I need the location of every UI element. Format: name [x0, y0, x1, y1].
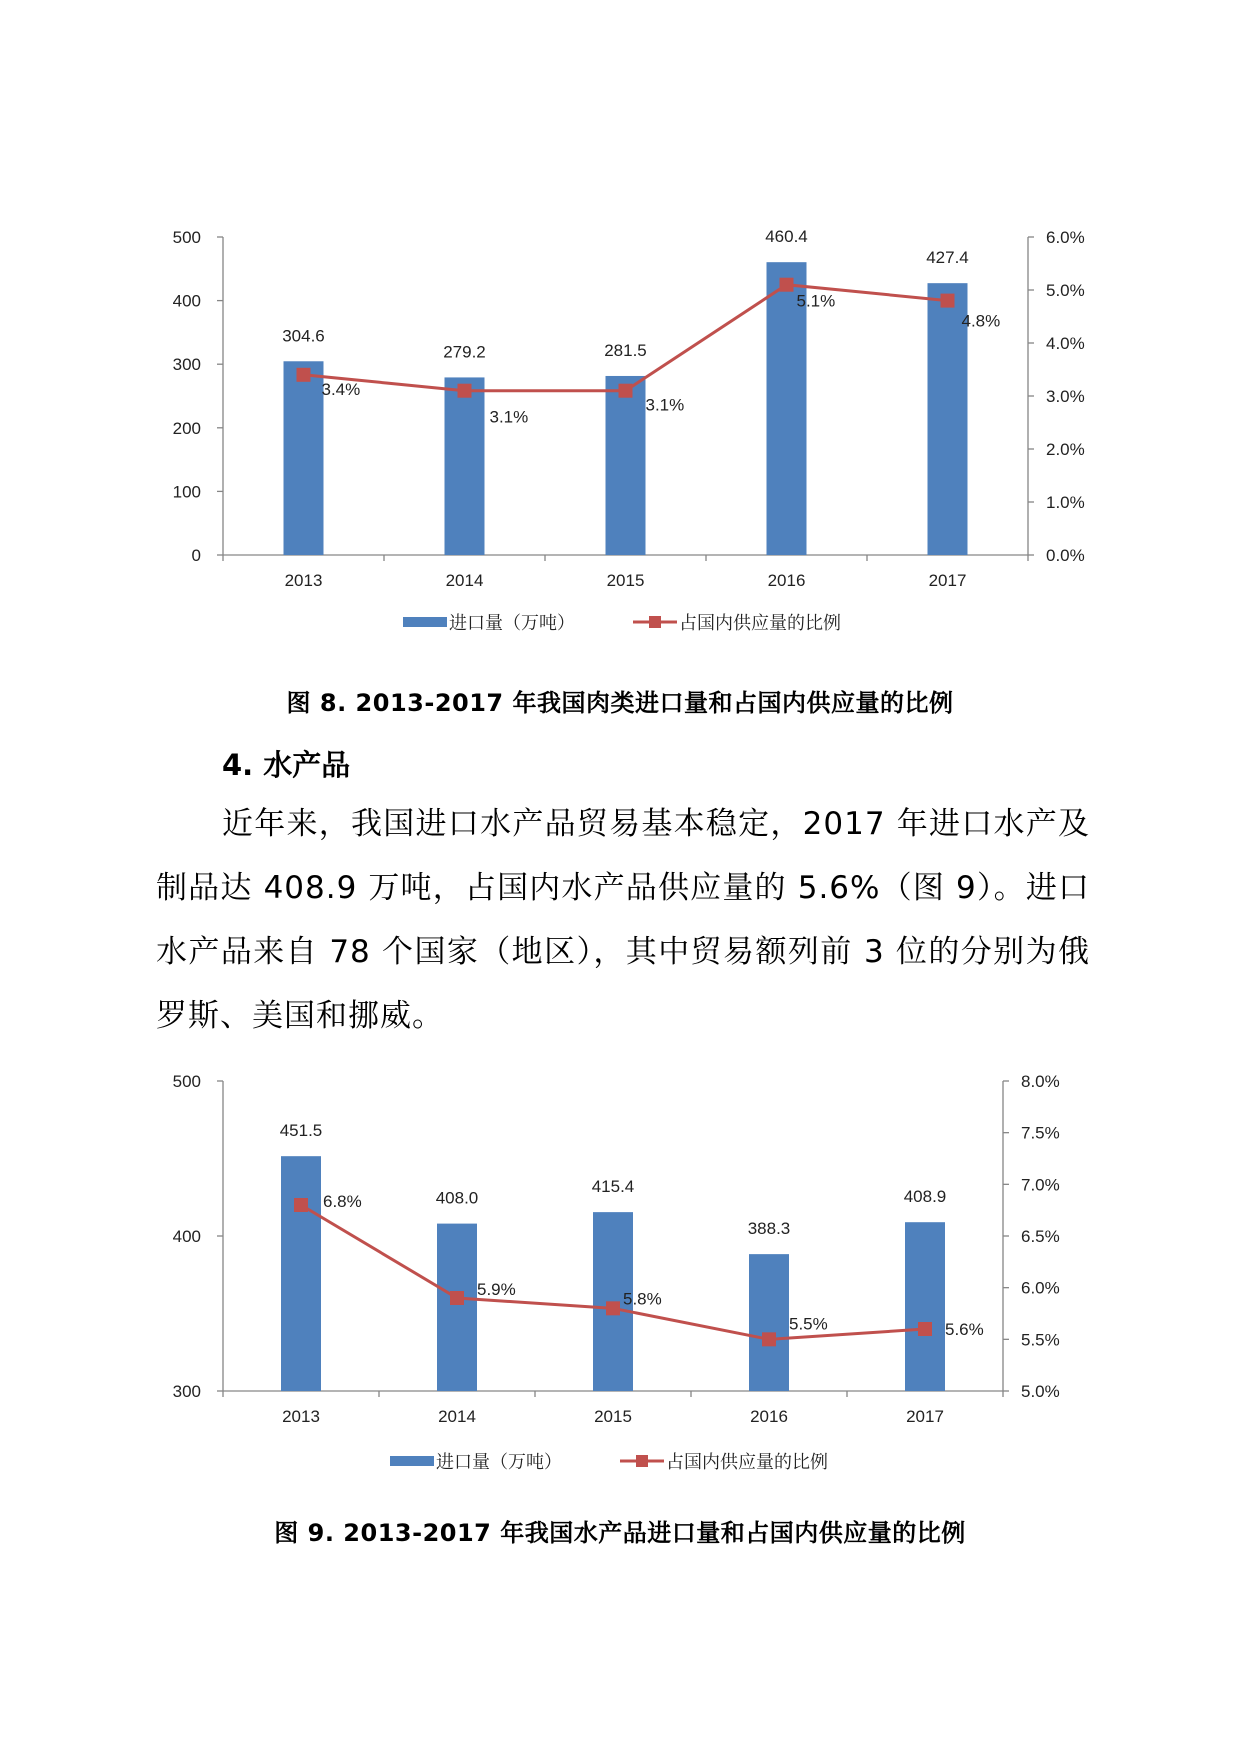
ratio-marker — [780, 278, 794, 292]
x-axis-tick-label: 2016 — [750, 1407, 788, 1426]
bar-data-label: 427.4 — [926, 248, 969, 268]
ratio-data-label: 5.9% — [477, 1280, 516, 1299]
x-axis-tick-label: 2016 — [767, 571, 806, 590]
bar-data-label: 388.3 — [747, 1219, 791, 1239]
bar-data-label: 281.5 — [604, 340, 647, 360]
legend-line-marker — [636, 1455, 648, 1467]
bar — [905, 1222, 945, 1391]
left-axis-tick-label: 0 — [191, 546, 201, 565]
ratio-data-label: 5.8% — [623, 1289, 662, 1309]
x-axis-tick-label: 2017 — [906, 1407, 944, 1426]
left-axis-tick-label: 400 — [172, 1227, 201, 1246]
bar-data-label: 408.9 — [903, 1187, 947, 1207]
bar-data-label: 460.4 — [765, 227, 808, 247]
right-axis-tick-label: 7.5% — [1021, 1123, 1060, 1143]
right-axis-tick-label: 5.0% — [1046, 281, 1085, 300]
x-axis-tick-label: 2017 — [928, 571, 967, 590]
ratio-data-label: 6.8% — [323, 1192, 362, 1211]
x-axis-tick-label: 2015 — [606, 571, 645, 590]
figure-9-svg — [0, 1070, 1240, 1480]
legend-bar-swatch — [390, 1456, 434, 1466]
ratio-marker — [941, 294, 955, 308]
x-axis-tick-label: 2013 — [284, 571, 323, 590]
ratio-marker — [619, 384, 633, 398]
right-axis-tick-label: 6.5% — [1021, 1227, 1060, 1246]
right-axis-tick-label: 7.0% — [1021, 1175, 1060, 1195]
left-axis-tick-label: 100 — [172, 482, 201, 502]
right-axis-tick-label: 0.0% — [1046, 546, 1085, 565]
bar-data-label: 415.4 — [591, 1177, 635, 1197]
right-axis-tick-label: 1.0% — [1046, 493, 1085, 512]
figure-8-svg — [0, 215, 1240, 655]
right-axis-tick-label: 8.0% — [1021, 1072, 1060, 1091]
bar — [445, 377, 485, 555]
figure-9-chart — [0, 1070, 1240, 1480]
bar — [606, 376, 646, 555]
right-axis-tick-label: 2.0% — [1046, 440, 1085, 459]
left-axis-tick-label: 500 — [172, 1072, 201, 1091]
legend-line-label: 占国内供应量的比例 — [666, 1452, 828, 1472]
ratio-data-label: 5.1% — [796, 291, 836, 311]
legend-line-label: 占国内供应量的比例 — [679, 613, 841, 633]
ratio-marker — [450, 1291, 464, 1305]
ratio-marker — [606, 1301, 620, 1315]
ratio-data-label: 3.1% — [489, 407, 529, 427]
ratio-marker — [458, 384, 472, 398]
section-heading: 4. 水产品 — [222, 748, 351, 782]
bar-data-label: 279.2 — [443, 342, 486, 362]
bar — [437, 1224, 477, 1391]
left-axis-tick-label: 300 — [172, 1382, 201, 1401]
ratio-data-label: 5.5% — [789, 1314, 828, 1334]
right-axis-tick-label: 4.0% — [1046, 334, 1085, 353]
right-axis-tick-label: 6.0% — [1046, 228, 1085, 247]
bar — [749, 1254, 789, 1391]
right-axis-tick-label: 5.0% — [1021, 1382, 1060, 1401]
ratio-line — [304, 285, 948, 391]
ratio-data-label: 3.1% — [645, 395, 685, 415]
bar-data-label: 451.5 — [279, 1121, 323, 1141]
bar-data-label: 304.6 — [282, 326, 325, 346]
left-axis-tick-label: 500 — [172, 228, 201, 247]
ratio-marker — [297, 368, 311, 382]
ratio-data-label: 3.4% — [321, 379, 361, 399]
figure-8-chart — [0, 215, 1240, 655]
legend-bar-swatch — [403, 617, 447, 627]
bar-data-label: 408.0 — [435, 1188, 479, 1208]
ratio-marker — [762, 1332, 776, 1346]
section-paragraph: 近年来，我国进口水产品贸易基本稳定，2017 年进口水产及制品达 408.9 万吨，占国内水产品供应量的 5.6%（图 9）。进口水产品来自 78 个国家（地区），其中贸易额列前 3 位的分别为俄罗斯、美国和挪威。 — [156, 806, 1090, 1034]
bar — [281, 1156, 321, 1391]
figure-9-caption: 图 9. 2013-2017 年我国水产品进口量和占国内供应量的比例 — [274, 1519, 966, 1547]
left-axis-tick-label: 300 — [172, 355, 201, 375]
right-axis-tick-label: 3.0% — [1046, 387, 1085, 406]
legend-bar-label: 进口量（万吨） — [449, 613, 575, 633]
left-axis-tick-label: 400 — [172, 291, 201, 311]
x-axis-tick-label: 2014 — [445, 571, 484, 590]
x-axis-tick-label: 2014 — [438, 1407, 476, 1426]
figure-8-caption: 图 8. 2013-2017 年我国肉类进口量和占国内供应量的比例 — [286, 689, 954, 717]
x-axis-tick-label: 2015 — [594, 1407, 632, 1426]
legend-bar-label: 进口量（万吨） — [436, 1452, 562, 1472]
legend-line-marker — [649, 616, 661, 628]
right-axis-tick-label: 5.5% — [1021, 1330, 1060, 1350]
bar — [284, 361, 324, 555]
ratio-marker — [918, 1322, 932, 1336]
ratio-data-label: 5.6% — [945, 1320, 984, 1339]
left-axis-tick-label: 200 — [172, 418, 201, 438]
right-axis-tick-label: 6.0% — [1021, 1278, 1060, 1298]
x-axis-tick-label: 2013 — [282, 1407, 320, 1426]
ratio-data-label: 4.8% — [961, 311, 1001, 331]
ratio-marker — [294, 1198, 308, 1212]
